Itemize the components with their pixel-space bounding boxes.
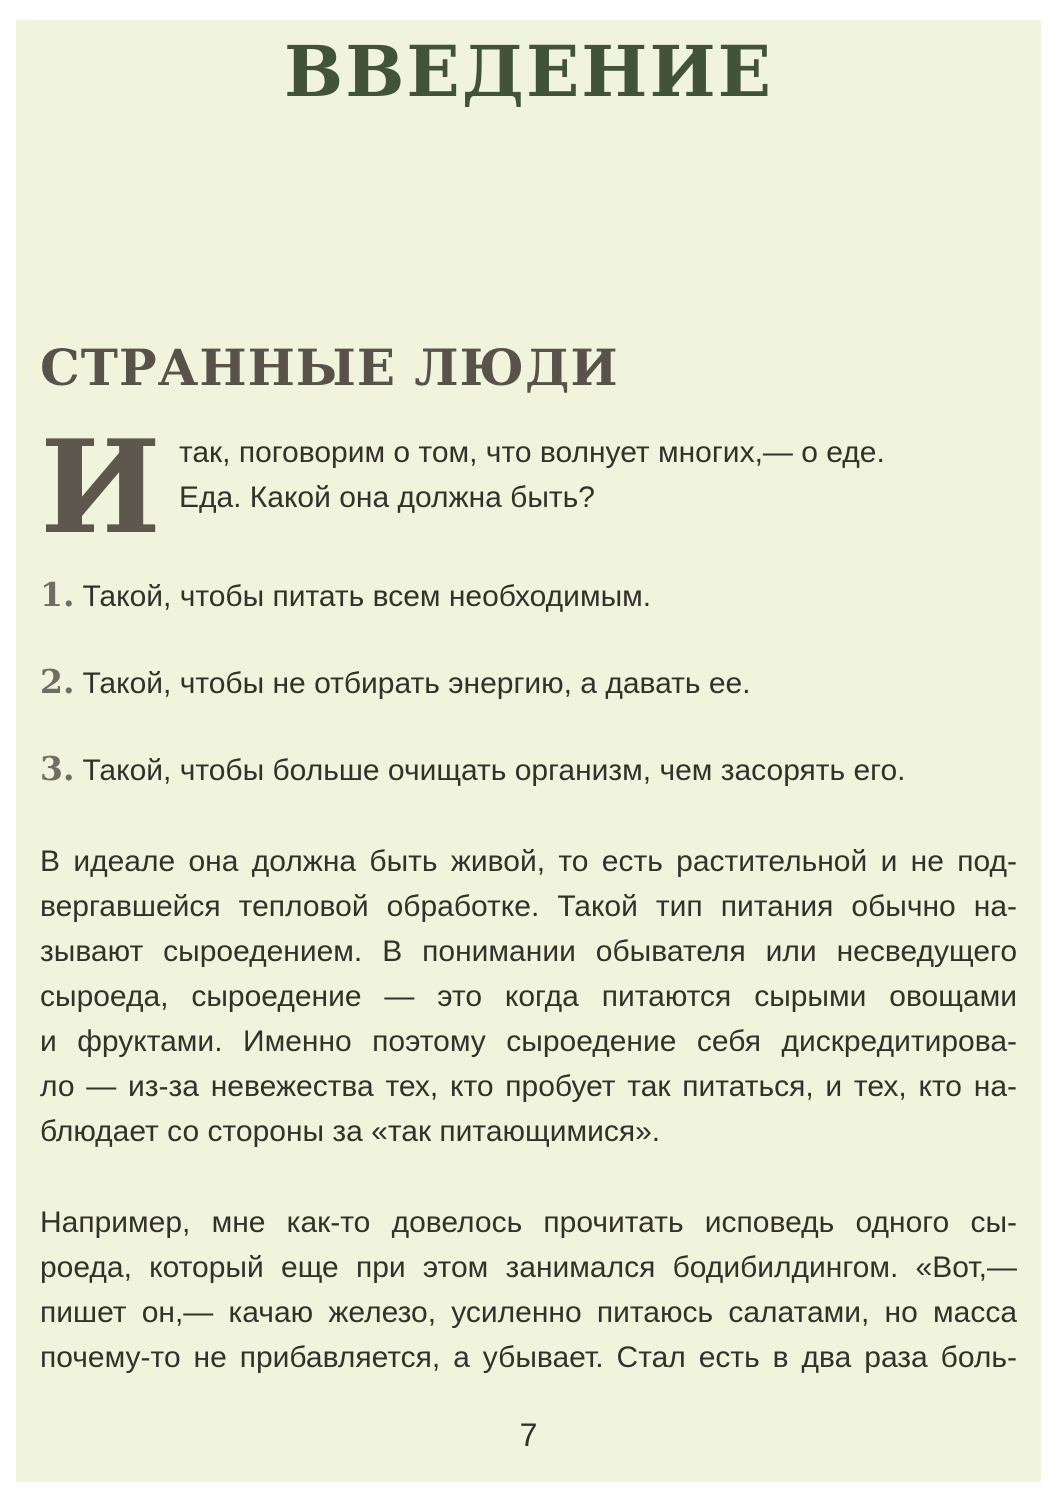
list-item-text: Такой, чтобы не отбирать энергию, а давать ее. — [82, 667, 751, 700]
text-line: так, поговорим о том, что волнует многих,— о еде. — [178, 436, 885, 469]
list-item-text: Такой, чтобы питать всем необходимым. — [82, 580, 652, 613]
list-item-text: Такой, чтобы больше очищать организм, чем засорять его. — [82, 754, 906, 787]
numbered-list — [40, 572, 1017, 793]
body-paragraph — [40, 839, 1017, 1154]
text-line: Например, мне как-то довелось прочитать исповедь одного сы- — [40, 1206, 1017, 1239]
text-line: Еда. Какой она должна быть? — [178, 481, 595, 514]
text-line: ло — из-за невежества тех, кто пробует так питаться, и тех, кто на- — [40, 1070, 1017, 1103]
list-item — [40, 746, 1017, 793]
list-item-number: 2. — [40, 662, 75, 701]
book-page-sheet — [16, 20, 1041, 1482]
section-heading: СТРАННЫЕ ЛЮДИ — [40, 338, 619, 397]
text-line: роеда, который еще при этом занимался бодибилдингом. «Вот,— — [40, 1251, 1017, 1284]
page-content — [16, 32, 1041, 1380]
list-item — [40, 572, 1017, 619]
intro-paragraph — [40, 430, 1017, 536]
list-item-number: 3. — [40, 749, 75, 788]
text-line: зывают сыроедением. В понимании обывателя или несведущего — [40, 935, 1017, 968]
text-line: вергавшейся тепловой обработке. Такой тип питания обычно на- — [40, 890, 1017, 923]
text-line: В идеале она должна быть живой, то есть растительной и не под- — [40, 845, 1017, 878]
text-line: блюдает со стороны за «так питающимися». — [40, 1115, 661, 1148]
intro-paragraph-lines — [40, 430, 1017, 520]
text-line: и фруктами. Именно поэтому сыроедение себя дискредитирова- — [40, 1025, 1017, 1058]
text-line: пишет он,— качаю железо, усиленно питаюсь салатами, но масса — [40, 1296, 1017, 1329]
list-item-number: 1. — [40, 575, 75, 614]
chapter-title: ВВЕДЕНИЕ — [284, 30, 773, 113]
page-number: 7 — [519, 1417, 538, 1453]
text-line: почему-то не прибавляется, а убывает. Стал есть в два раза боль- — [40, 1341, 1017, 1374]
body-paragraph — [40, 1200, 1017, 1380]
text-line: сыроеда, сыроедение — это когда питаются сырыми овощами — [40, 980, 1017, 1013]
drop-cap-letter: И — [40, 430, 161, 536]
list-item — [40, 659, 1017, 706]
